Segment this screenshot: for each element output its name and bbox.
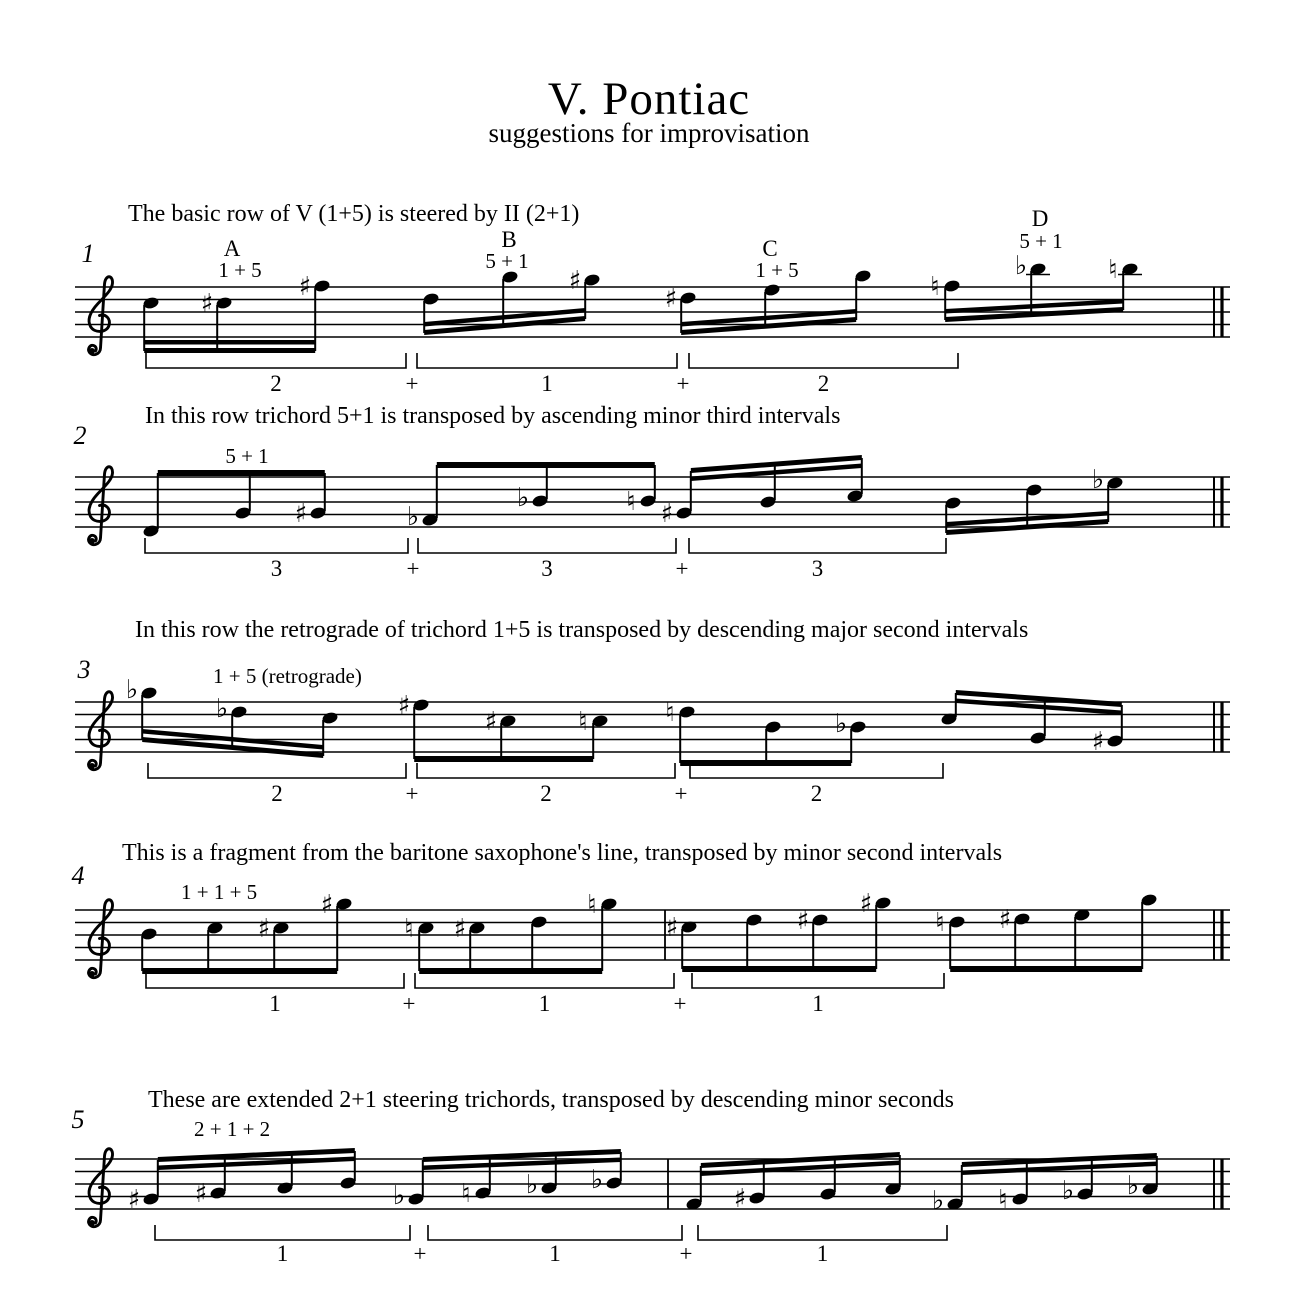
accidental: ♮ <box>587 890 597 920</box>
accidental: ♮ <box>665 698 675 728</box>
bracket-number: 2 <box>540 781 552 806</box>
treble-clef-path <box>89 277 113 355</box>
trichord-label: 5 + 1 <box>225 444 269 468</box>
clef-dot <box>89 971 95 977</box>
accidental: ♯ <box>200 289 214 319</box>
bracket-number: 3 <box>811 556 824 581</box>
accidental: ♭ <box>1091 465 1105 495</box>
accidental: ♯ <box>998 905 1012 935</box>
bracket-number: 1 <box>812 991 824 1016</box>
bracket-number: 3 <box>270 556 283 581</box>
phrase-bracket <box>145 538 408 553</box>
beam <box>950 966 1142 972</box>
system-number: 2 <box>73 421 87 450</box>
accidental: ♯ <box>320 890 334 920</box>
system-caption: The basic row of V (1+5) is steered by II (2+1) <box>128 201 580 227</box>
treble-clef-path <box>89 692 113 770</box>
bracket-number: 1 <box>276 1241 289 1266</box>
phrase-bracket <box>148 763 406 778</box>
accidental: ♮ <box>1108 255 1118 285</box>
phrase-bracket <box>155 1225 410 1240</box>
accidental: ♭ <box>590 1165 604 1195</box>
trichord-label: D <box>1031 206 1049 231</box>
bracket-number: 2 <box>817 371 830 396</box>
accidental: ♯ <box>194 1179 208 1209</box>
bracket-number: 1 <box>549 1241 561 1266</box>
plus-sign: + <box>405 781 419 806</box>
system-caption: In this row trichord 5+1 is transposed by ascending minor third intervals <box>145 403 841 429</box>
system-number: 4 <box>71 861 85 890</box>
beam <box>142 968 337 974</box>
trichord-label: C <box>762 236 778 261</box>
beam <box>419 968 602 974</box>
treble-clef-icon <box>89 277 113 355</box>
trichord-label: 1 + 5 <box>755 258 799 282</box>
trichord-label: 1 + 5 (retrograde) <box>213 664 362 688</box>
phrase-bracket <box>146 353 406 368</box>
beam <box>158 470 325 476</box>
system-caption: In this row the retrograde of trichord 1+5 is transposed by descending major second intervals <box>135 617 1029 643</box>
accidental: ♯ <box>1091 727 1105 757</box>
bracket-number: 2 <box>810 781 823 806</box>
phrase-bracket <box>689 353 958 368</box>
plus-sign: + <box>402 991 416 1016</box>
system-number: 1 <box>81 239 95 268</box>
bracket-number: 3 <box>541 556 553 581</box>
plus-sign: + <box>406 556 420 581</box>
phrase-bracket <box>698 1225 947 1240</box>
accidental: ♭ <box>1126 1171 1140 1201</box>
trichord-label: 2 + 1 + 2 <box>194 1117 271 1141</box>
accidental: ♯ <box>733 1184 747 1214</box>
accidental: ♯ <box>484 707 498 737</box>
page-subtitle: suggestions for improvisation <box>488 118 810 148</box>
plus-sign: + <box>413 1241 427 1266</box>
treble-clef-path <box>89 900 113 978</box>
accidental: ♭ <box>834 709 848 739</box>
accidental: ♯ <box>397 691 411 721</box>
phrase-bracket <box>418 538 676 553</box>
trichord-label: 5 + 1 <box>485 249 529 273</box>
trichord-label: 1 + 1 + 5 <box>181 880 258 904</box>
accidental: ♯ <box>453 914 467 944</box>
trichord-label: 5 + 1 <box>1019 229 1063 253</box>
accidental: ♮ <box>578 707 588 737</box>
accidental: ♭ <box>516 483 530 513</box>
treble-clef-icon <box>89 900 113 978</box>
accidental: ♮ <box>461 1179 471 1209</box>
bracket-number: 2 <box>270 371 282 396</box>
bracket-number: 1 <box>538 991 551 1016</box>
phrase-bracket <box>692 973 944 988</box>
plus-sign: + <box>675 556 689 581</box>
accidental: ♯ <box>127 1185 141 1215</box>
accidental: ♭ <box>931 1186 945 1216</box>
plus-sign: + <box>679 1241 693 1266</box>
treble-clef-path <box>89 467 113 545</box>
accidental: ♯ <box>568 266 582 296</box>
treble-clef-icon <box>89 467 113 545</box>
plus-sign: + <box>674 781 688 806</box>
accidental: ♯ <box>665 913 679 943</box>
accidental: ♭ <box>392 1181 406 1211</box>
plus-sign: + <box>676 371 690 396</box>
trichord-label: B <box>501 227 517 252</box>
accidental: ♯ <box>859 889 873 919</box>
clef-dot <box>89 538 95 544</box>
accidental: ♭ <box>1061 1176 1075 1206</box>
accidental: ♯ <box>294 499 308 529</box>
phrase-bracket <box>689 538 946 553</box>
beam <box>414 756 593 762</box>
system-caption: These are extended 2+1 steering trichords, transposed by descending minor seconds <box>148 1087 954 1113</box>
phrase-bracket <box>415 973 674 988</box>
clef-dot <box>89 1220 95 1226</box>
system-number: 3 <box>77 655 91 684</box>
treble-clef-icon <box>89 692 113 770</box>
beam <box>144 340 315 345</box>
page-title: V. Pontiac <box>547 73 751 125</box>
accidental: ♮ <box>935 908 945 938</box>
trichord-label: A <box>223 236 241 261</box>
bracket-number: 1 <box>816 1241 829 1266</box>
accidental: ♯ <box>257 914 271 944</box>
phrase-bracket <box>428 1225 682 1240</box>
accidental: ♭ <box>215 694 229 724</box>
treble-clef-path <box>89 1149 113 1227</box>
accidental: ♭ <box>525 1170 539 1200</box>
phrase-bracket <box>146 973 404 988</box>
accidental: ♮ <box>626 487 636 517</box>
system-caption: This is a fragment from the baritone saxophone's line, transposed by minor second intervals <box>122 840 1003 866</box>
clef-dot <box>89 763 95 769</box>
plus-sign: + <box>405 371 419 396</box>
beam <box>682 966 876 972</box>
beam <box>144 348 315 353</box>
bracket-number: 1 <box>269 991 281 1016</box>
clef-dot <box>89 348 95 354</box>
phrase-bracket <box>417 353 677 368</box>
accidental: ♭ <box>125 675 139 705</box>
bracket-number: 2 <box>271 781 283 806</box>
system-number: 5 <box>71 1105 85 1134</box>
accidental: ♭ <box>1014 251 1028 281</box>
plus-sign: + <box>673 991 687 1016</box>
phrase-bracket <box>417 763 675 778</box>
accidental: ♮ <box>930 272 940 302</box>
accidental: ♯ <box>796 906 810 936</box>
accidental: ♯ <box>298 272 312 302</box>
trichord-label: 1 + 5 <box>218 258 262 282</box>
accidental: ♭ <box>406 502 420 532</box>
bracket-number: 1 <box>541 371 553 396</box>
accidental: ♯ <box>664 284 678 314</box>
accidental: ♮ <box>998 1185 1008 1215</box>
treble-clef-icon <box>89 1149 113 1227</box>
accidental: ♯ <box>660 499 674 529</box>
accidental: ♮ <box>404 914 414 944</box>
